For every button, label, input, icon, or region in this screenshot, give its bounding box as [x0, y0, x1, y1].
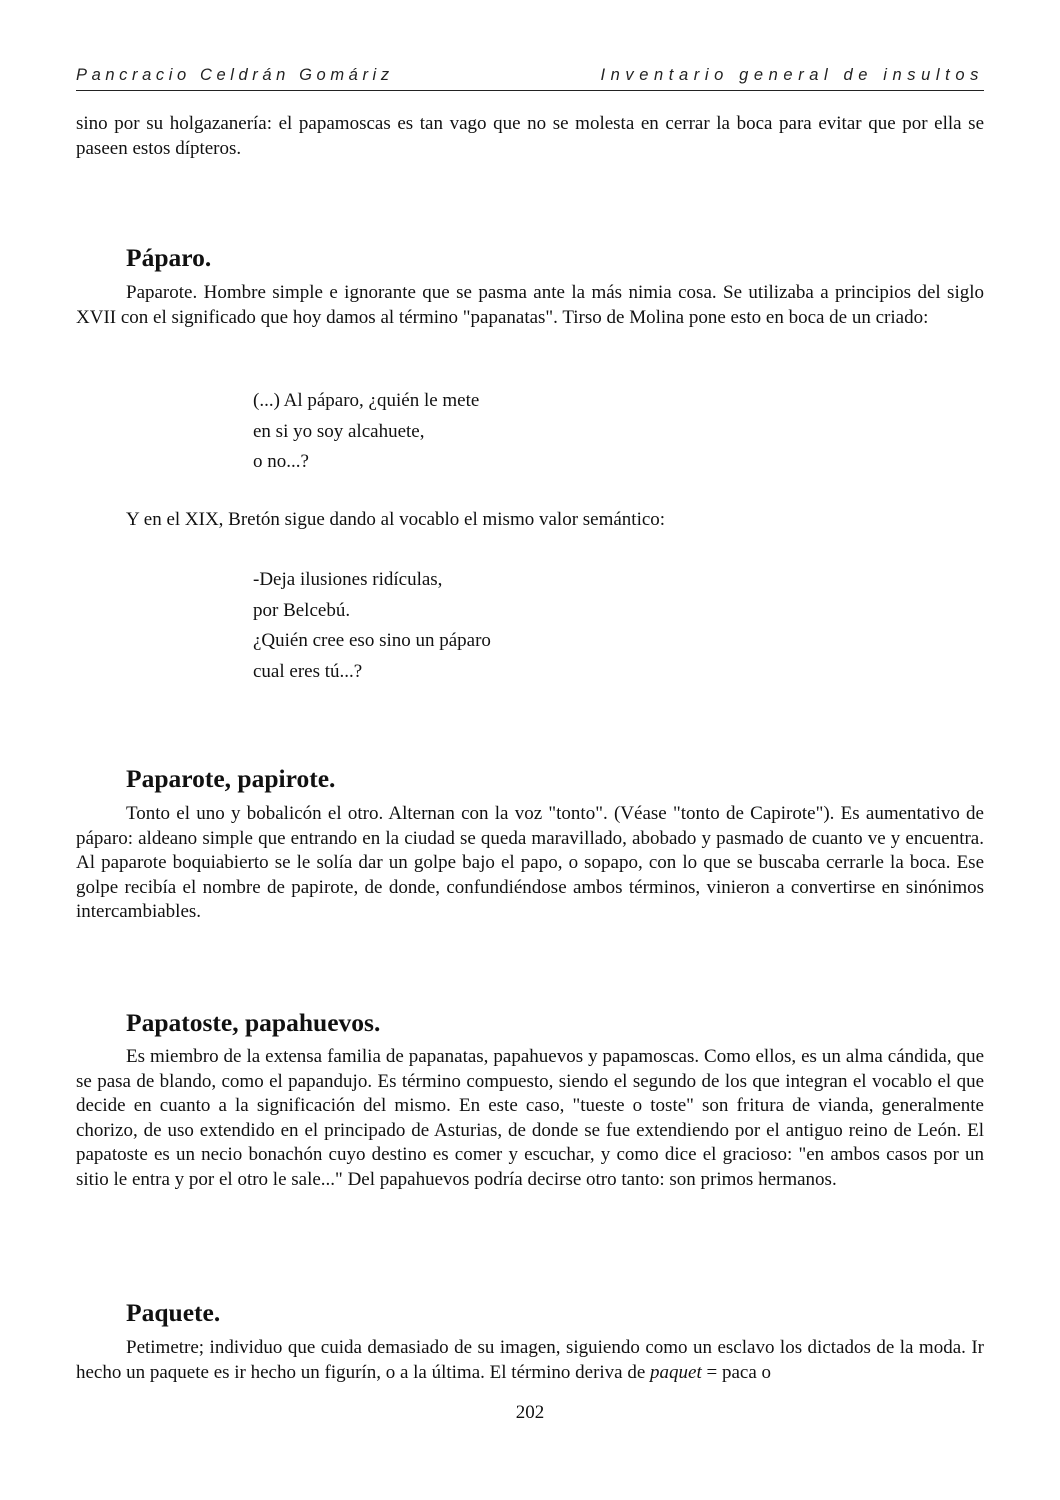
italic-term-paquet: paquet [650, 1361, 702, 1383]
entry-title-paparote: Paparote, papirote. [126, 764, 336, 793]
entry-text-paquete [76, 1336, 984, 1385]
entry-title-paquete: Paquete. [126, 1298, 221, 1327]
header-book-title: Inventario general de insultos [600, 66, 984, 84]
verse-line: cual eres tú...? [253, 660, 363, 682]
verse-quote-breton [253, 565, 491, 687]
entry-text-paparo: Paparote. Hombre simple e ignorante que se pasma ante la más nimia cosa. Se utilizaba a principios del siglo XVII con el significado que hoy damos al término "papanatas". Tirso de Molina pone esto en boca de un criado: [76, 282, 984, 328]
verse-line: o no...? [253, 451, 309, 472]
continuation-paragraph: sino por su holgazanería: el papamoscas es tan vago que no se molesta en cerrar la boca para evitar que por ella se paseen estos dípteros. [76, 113, 984, 159]
entry-text-paparote: Tonto el uno y bobalicón el otro. Alternan con la voz "tonto". (Véase "tonto de Capirote"). Es aumentativo de páparo: aldeano simple que entrando en la ciudad se queda maravillado, abobado y pasmado de cuanto ve y encuentra. Al paparote boquiabierto se le solía dar un golpe bajo el papo, o sopapo, con lo que se buscaba cerrarle la boca. Ese golpe recibía el nombre de papirote, de donde, confundiéndose ambos términos, vinieron a convertirse en sinónimos intercambiables. [76, 803, 984, 922]
entry-title-paparo: Páparo. [126, 243, 212, 272]
verse-line: ¿Quién cree eso sino un páparo [253, 630, 491, 651]
verse-line: (...) Al páparo, ¿quién le mete [253, 390, 480, 411]
header-author: Pancracio Celdrán Gomáriz [76, 66, 394, 84]
verse-line: -Deja ilusiones ridículas, [253, 569, 443, 590]
verse-line: por Belcebú. [253, 599, 351, 621]
bridge-paragraph: Y en el XIX, Bretón sigue dando al vocablo el mismo valor semántico: [126, 509, 666, 530]
entry-text-paquete-part2: = paca o [701, 1361, 772, 1383]
verse-quote-tirso [253, 386, 479, 478]
entry-text-papatoste: Es miembro de la extensa familia de papanatas, papahuevos y papamoscas. Como ellos, es un alma cándida, que se pasa de blando, como el papandujo. Es término compuesto, siendo el segundo de los que integran el vocablo el que decide en cuanto a la significación del mismo. En este caso, "tueste o toste" son fritura de vianda, generalmente chorizo, de uso extendido en el principado de Asturias, de donde se fue extendiendo por el antiguo reino de León. El papatoste es un necio bonachón cuyo destino es comer y escuchar, y como dice el gracioso: "en ambos casos por un sitio le entra y por el otro le sale..." Del papahuevos podría decirse otro tanto: son primos hermanos. [76, 1046, 984, 1190]
page-number: 202 [515, 1402, 545, 1423]
verse-line: en si yo soy alcahuete, [253, 420, 425, 442]
running-header [76, 66, 984, 91]
entry-title-papatoste: Papatoste, papahuevos. [126, 1008, 381, 1037]
entry-text-paquete-part1: Petimetre; individuo que cuida demasiado de su imagen, siguiendo como un esclavo los dictados de la moda. Ir hecho un paquete es ir hecho un figurín, o a la última. El término deriva de [76, 1337, 984, 1383]
